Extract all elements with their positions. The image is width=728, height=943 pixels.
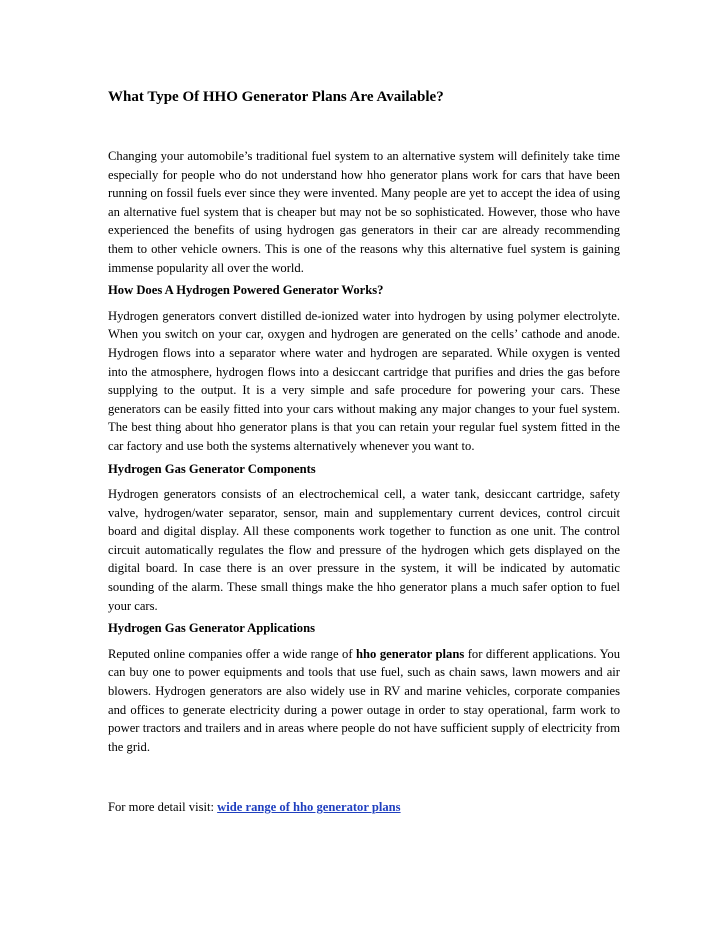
footer-prefix: For more detail visit: [108, 800, 218, 814]
footer-link[interactable]: wide range of hho generator plans [217, 800, 401, 814]
document-body [108, 147, 620, 760]
intro-paragraph: Changing your automobile’s traditional fuel system to an alternative system will definitely take time especially for people who do not understand how hho generator plans work for cars that have been running on fossil fuels ever since they were invented. Many people are yet to accept the idea of using an alternative fuel system that is cheaper but may not be so sophisticated. However, those who have experienced the benefits of using hydrogen gas generators in their car are already recommending them to other vehicle owners. This is one of the reasons why this alternative fuel system is gaining immense popularity all over the world. [108, 149, 620, 275]
section-heading-applications: Hydrogen Gas Generator Applications [108, 621, 315, 636]
document-title: What Type Of HHO Generator Plans Are Available? [108, 89, 444, 105]
footer-line [108, 798, 620, 817]
components-paragraph: Hydrogen generators consists of an electrochemical cell, a water tank, desiccant cartridge, safety valve, hydrogen/water separator, sensor, main and supplementary current devices, control circuit board and digital display. All these components work together to function as one unit. The control circuit automatically regulates the flow and pressure of the hydrogen which gets displayed on the digital board. In case there is an over pressure in the system, it will be indicated by automatic sounding of the alarm. These small things make the hho generator plans a much safer option to fuel your cars. [108, 487, 620, 613]
applications-text-after: for different applications. You can buy one to power equipments and tools that use fuel, such as chain saws, lawn mowers and air blowers. Hydrogen generators are also widely use in RV and marine vehicles, corporate companies and offices to generate electricity during a power outage in order to stay operational, farm work to power tractors and trailers and in areas where people do not have sufficient supply of electricity from the grid. [108, 646, 620, 754]
applications-paragraph [108, 645, 620, 757]
applications-bold-text: hho generator plans [356, 646, 465, 661]
section-heading-components: Hydrogen Gas Generator Components [108, 461, 316, 476]
how-it-works-paragraph: Hydrogen generators convert distilled de-ionized water into hydrogen by using polymer electrolyte. When you switch on your car, oxygen and hydrogen are generated on the cells’ cathode and anode. Hydrogen flows into a separator where water and hydrogen are separated. While oxygen is vented into the atmosphere, hydrogen flows into a desiccant cartridge that purifies and dries the gas before supplying to the output. It is a very simple and safe procedure for powering your cars. These generators can be easily fitted into your cars without making any major changes to your fuel system. The best thing about hho generator plans is that you can retain your regular fuel system fitted in the car factory and use both the systems alternatively whenever you want to. [108, 308, 620, 453]
section-heading-how-it-works: How Does A Hydrogen Powered Generator Works? [108, 283, 384, 298]
applications-text-before: Reputed online companies offer a wide range of [108, 646, 357, 661]
